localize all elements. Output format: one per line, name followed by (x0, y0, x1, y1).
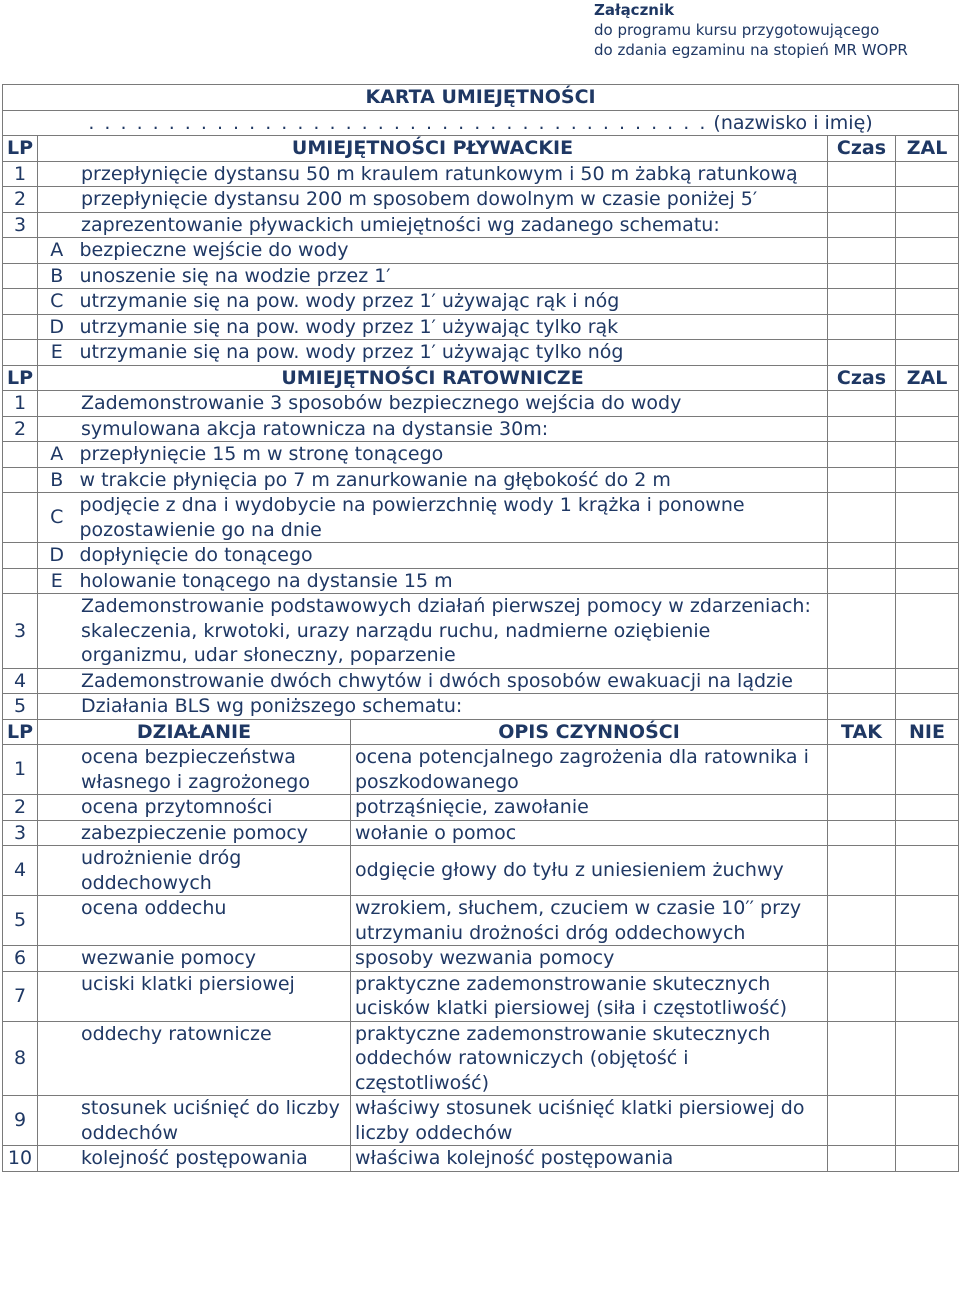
description-text: wołanie o pomoc (351, 820, 828, 846)
zal-cell[interactable] (896, 212, 959, 238)
zal-cell[interactable] (896, 340, 959, 366)
bls-row (3, 1146, 959, 1172)
yes-cell[interactable] (828, 820, 896, 846)
zal-cell[interactable] (896, 161, 959, 187)
time-cell[interactable] (828, 668, 896, 694)
description-text: potrząśnięcie, zawołanie (351, 795, 828, 821)
description-text: praktyczne zademonstrowanie skutecznych ucisków klatki piersiowej (siła i częstotliwość) (351, 971, 828, 1021)
header-swim-skills: UMIEJĘTNOŚCI PŁYWACKIE (38, 136, 828, 162)
bls-row (3, 971, 959, 1021)
lp-empty (3, 568, 38, 594)
attachment-line-1: do programu kursu przygotowującego (594, 21, 880, 39)
rescue-sub-row (3, 467, 959, 493)
time-cell[interactable] (828, 161, 896, 187)
description-text: sposoby wezwania pomocy (351, 946, 828, 972)
time-cell[interactable] (828, 493, 896, 543)
swim-row (3, 187, 959, 213)
sub-letter: C (38, 289, 76, 315)
sub-letter: E (38, 340, 76, 366)
action-text: kolejność postępowania (38, 1146, 351, 1172)
row-text: Zademonstrowanie dwóch chwytów i dwóch sposobów ewakuacji na lądzie (38, 668, 828, 694)
attachment-title: Załącznik (594, 1, 675, 19)
action-text: ocena oddechu (38, 896, 351, 946)
description-text: wzrokiem, słuchem, czuciem w czasie 10′′ przy utrzymaniu drożności dróg oddechowych (351, 896, 828, 946)
bls-row (3, 1096, 959, 1146)
name-row (3, 110, 959, 136)
row-number: 2 (3, 416, 38, 442)
header-action: DZIAŁANIE (38, 719, 351, 745)
yes-cell[interactable] (828, 971, 896, 1021)
row-text: Zademonstrowanie podstawowych działań pierwszej pomocy w zdarzeniach: skaleczenia, krwotoki, urazy narządu ruchu, nadmierne oziębienie organizmu, udar słoneczny, poparzenie (38, 594, 828, 669)
lp-empty (3, 238, 38, 264)
attachment-note (594, 0, 908, 60)
zal-cell[interactable] (896, 238, 959, 264)
header-zal: ZAL (896, 365, 959, 391)
rescue-header-row (3, 365, 959, 391)
row-text: symulowana akcja ratownicza na dystansie 30m: (38, 416, 828, 442)
zal-cell[interactable] (896, 187, 959, 213)
sub-letter: C (38, 493, 76, 543)
bls-row (3, 896, 959, 946)
row-number: 9 (3, 1096, 38, 1146)
time-cell[interactable] (828, 289, 896, 315)
no-cell[interactable] (896, 1021, 959, 1096)
bls-row (3, 745, 959, 795)
row-text: Działania BLS wg poniższego schematu: (38, 694, 828, 720)
time-cell[interactable] (828, 442, 896, 468)
row-number: 6 (3, 946, 38, 972)
zal-cell[interactable] (896, 289, 959, 315)
lp-empty (3, 493, 38, 543)
zal-cell[interactable] (896, 263, 959, 289)
action-text: oddechy ratownicze (38, 1021, 351, 1096)
sub-text: utrzymanie się na pow. wody przez 1′ używając tylko rąk (76, 314, 828, 340)
no-cell[interactable] (896, 745, 959, 795)
sub-letter: D (38, 314, 76, 340)
no-cell[interactable] (896, 1146, 959, 1172)
header-lp: LP (3, 136, 38, 162)
row-number: 4 (3, 668, 38, 694)
time-cell[interactable] (828, 568, 896, 594)
action-text: stosunek uciśnięć do liczby oddechów (38, 1096, 351, 1146)
row-number: 3 (3, 594, 38, 669)
no-cell[interactable] (896, 971, 959, 1021)
name-field[interactable] (3, 110, 959, 136)
action-text: zabezpieczenie pomocy (38, 820, 351, 846)
lp-empty (3, 442, 38, 468)
yes-cell[interactable] (828, 946, 896, 972)
rescue-sub-row (3, 493, 959, 543)
sub-text: holowanie tonącego na dystansie 15 m (76, 568, 828, 594)
sub-text: utrzymanie się na pow. wody przez 1′ używając rąk i nóg (76, 289, 828, 315)
sub-letter: E (38, 568, 76, 594)
bls-row (3, 846, 959, 896)
yes-cell[interactable] (828, 1146, 896, 1172)
sub-letter: B (38, 263, 76, 289)
bls-header-row (3, 719, 959, 745)
row-number: 4 (3, 846, 38, 896)
lp-empty (3, 263, 38, 289)
description-text: właściwy stosunek uciśnięć klatki piersiowej do liczby oddechów (351, 1096, 828, 1146)
action-text: wezwanie pomocy (38, 946, 351, 972)
sub-letter: A (38, 442, 76, 468)
yes-cell[interactable] (828, 795, 896, 821)
rescue-row (3, 594, 959, 669)
time-cell[interactable] (828, 212, 896, 238)
rescue-row (3, 694, 959, 720)
header-rescue-skills: UMIEJĘTNOŚCI RATOWNICZE (38, 365, 828, 391)
sub-text: bezpieczne wejście do wody (76, 238, 828, 264)
no-cell[interactable] (896, 820, 959, 846)
zal-cell[interactable] (896, 568, 959, 594)
rescue-sub-row (3, 442, 959, 468)
no-cell[interactable] (896, 846, 959, 896)
swim-row (3, 212, 959, 238)
header-zal: ZAL (896, 136, 959, 162)
bls-row (3, 820, 959, 846)
row-number: 10 (3, 1146, 38, 1172)
zal-cell[interactable] (896, 416, 959, 442)
row-number: 5 (3, 896, 38, 946)
sub-letter: D (38, 543, 76, 569)
header-time: Czas (828, 136, 896, 162)
action-text: ocena przytomności (38, 795, 351, 821)
no-cell[interactable] (896, 1096, 959, 1146)
no-cell[interactable] (896, 795, 959, 821)
rescue-sub-row (3, 543, 959, 569)
zal-cell[interactable] (896, 594, 959, 669)
yes-cell[interactable] (828, 1021, 896, 1096)
lp-empty (3, 314, 38, 340)
header-yes: TAK (828, 719, 896, 745)
bls-row (3, 946, 959, 972)
description-text: ocena potencjalnego zagrożenia dla ratownika i poszkodowanego (351, 745, 828, 795)
sub-text: unoszenie się na wodzie przez 1′ (76, 263, 828, 289)
sub-letter: A (38, 238, 76, 264)
time-cell[interactable] (828, 340, 896, 366)
description-text: właściwa kolejność postępowania (351, 1146, 828, 1172)
description-text: odgięcie głowy do tyłu z uniesieniem żuchwy (351, 846, 828, 896)
zal-cell[interactable] (896, 543, 959, 569)
zal-cell[interactable] (896, 442, 959, 468)
zal-cell[interactable] (896, 493, 959, 543)
header-description: OPIS CZYNNOŚCI (351, 719, 828, 745)
header-time: Czas (828, 365, 896, 391)
name-hint: (nazwisko i imię) (713, 111, 873, 134)
action-text: udrożnienie dróg oddechowych (38, 846, 351, 896)
sub-text: w trakcie płynięcia po 7 m zanurkowanie na głębokość do 2 m (76, 467, 828, 493)
row-number: 7 (3, 971, 38, 1021)
bls-row (3, 795, 959, 821)
yes-cell[interactable] (828, 745, 896, 795)
time-cell[interactable] (828, 263, 896, 289)
yes-cell[interactable] (828, 896, 896, 946)
time-cell[interactable] (828, 594, 896, 669)
row-number: 3 (3, 212, 38, 238)
header-lp: LP (3, 719, 38, 745)
header-lp: LP (3, 365, 38, 391)
time-cell[interactable] (828, 314, 896, 340)
time-cell[interactable] (828, 543, 896, 569)
row-text: Zademonstrowanie 3 sposobów bezpiecznego wejścia do wody (38, 391, 828, 417)
rescue-sub-row (3, 568, 959, 594)
time-cell[interactable] (828, 187, 896, 213)
time-cell[interactable] (828, 467, 896, 493)
zal-cell[interactable] (896, 467, 959, 493)
swim-sub-row (3, 289, 959, 315)
card-title: KARTA UMIEJĘTNOŚCI (3, 85, 959, 111)
sub-text: utrzymanie się na pow. wody przez 1′ używając tylko nóg (76, 340, 828, 366)
row-number: 1 (3, 391, 38, 417)
sub-text: przepłynięcie 15 m w stronę tonącego (76, 442, 828, 468)
row-number: 1 (3, 161, 38, 187)
swim-row (3, 161, 959, 187)
zal-cell[interactable] (896, 668, 959, 694)
row-number: 8 (3, 1021, 38, 1096)
sub-letter: B (38, 467, 76, 493)
bls-row (3, 1021, 959, 1096)
row-number: 1 (3, 745, 38, 795)
rescue-row (3, 668, 959, 694)
sub-text: dopłynięcie do tonącego (76, 543, 828, 569)
time-cell[interactable] (828, 238, 896, 264)
time-cell[interactable] (828, 694, 896, 720)
rescue-row (3, 416, 959, 442)
zal-cell[interactable] (896, 694, 959, 720)
swim-sub-row (3, 263, 959, 289)
zal-cell[interactable] (896, 314, 959, 340)
row-number: 2 (3, 187, 38, 213)
swim-sub-row (3, 340, 959, 366)
name-dots: . . . . . . . . . . . . . . . . . . . . . . . . . . . . . . . . . . . . . . . (88, 111, 708, 134)
swim-sub-row (3, 238, 959, 264)
header-no: NIE (896, 719, 959, 745)
zal-cell[interactable] (896, 391, 959, 417)
skills-card-table (2, 84, 959, 1172)
row-text: przepłynięcie dystansu 50 m kraulem ratunkowym i 50 m żabką ratunkową (38, 161, 828, 187)
action-text: ocena bezpieczeństwa własnego i zagrożonego (38, 745, 351, 795)
no-cell[interactable] (896, 896, 959, 946)
swim-header-row (3, 136, 959, 162)
lp-empty (3, 467, 38, 493)
no-cell[interactable] (896, 946, 959, 972)
row-text: zaprezentowanie pływackich umiejętności wg zadanego schematu: (38, 212, 828, 238)
action-text: uciski klatki piersiowej (38, 971, 351, 1021)
sub-text: podjęcie z dna i wydobycie na powierzchnię wody 1 krążka i ponowne pozostawienie go na dnie (76, 493, 828, 543)
yes-cell[interactable] (828, 1096, 896, 1146)
yes-cell[interactable] (828, 846, 896, 896)
swim-sub-row (3, 314, 959, 340)
row-number: 2 (3, 795, 38, 821)
lp-empty (3, 289, 38, 315)
lp-empty (3, 543, 38, 569)
description-text: praktyczne zademonstrowanie skutecznych oddechów ratowniczych (objętość i częstotliwość) (351, 1021, 828, 1096)
card-title-row (3, 85, 959, 111)
attachment-line-2: do zdania egzaminu na stopień MR WOPR (594, 41, 908, 59)
time-cell[interactable] (828, 391, 896, 417)
row-text: przepłynięcie dystansu 200 m sposobem dowolnym w czasie poniżej 5′ (38, 187, 828, 213)
row-number: 3 (3, 820, 38, 846)
lp-empty (3, 340, 38, 366)
time-cell[interactable] (828, 416, 896, 442)
row-number: 5 (3, 694, 38, 720)
rescue-row (3, 391, 959, 417)
